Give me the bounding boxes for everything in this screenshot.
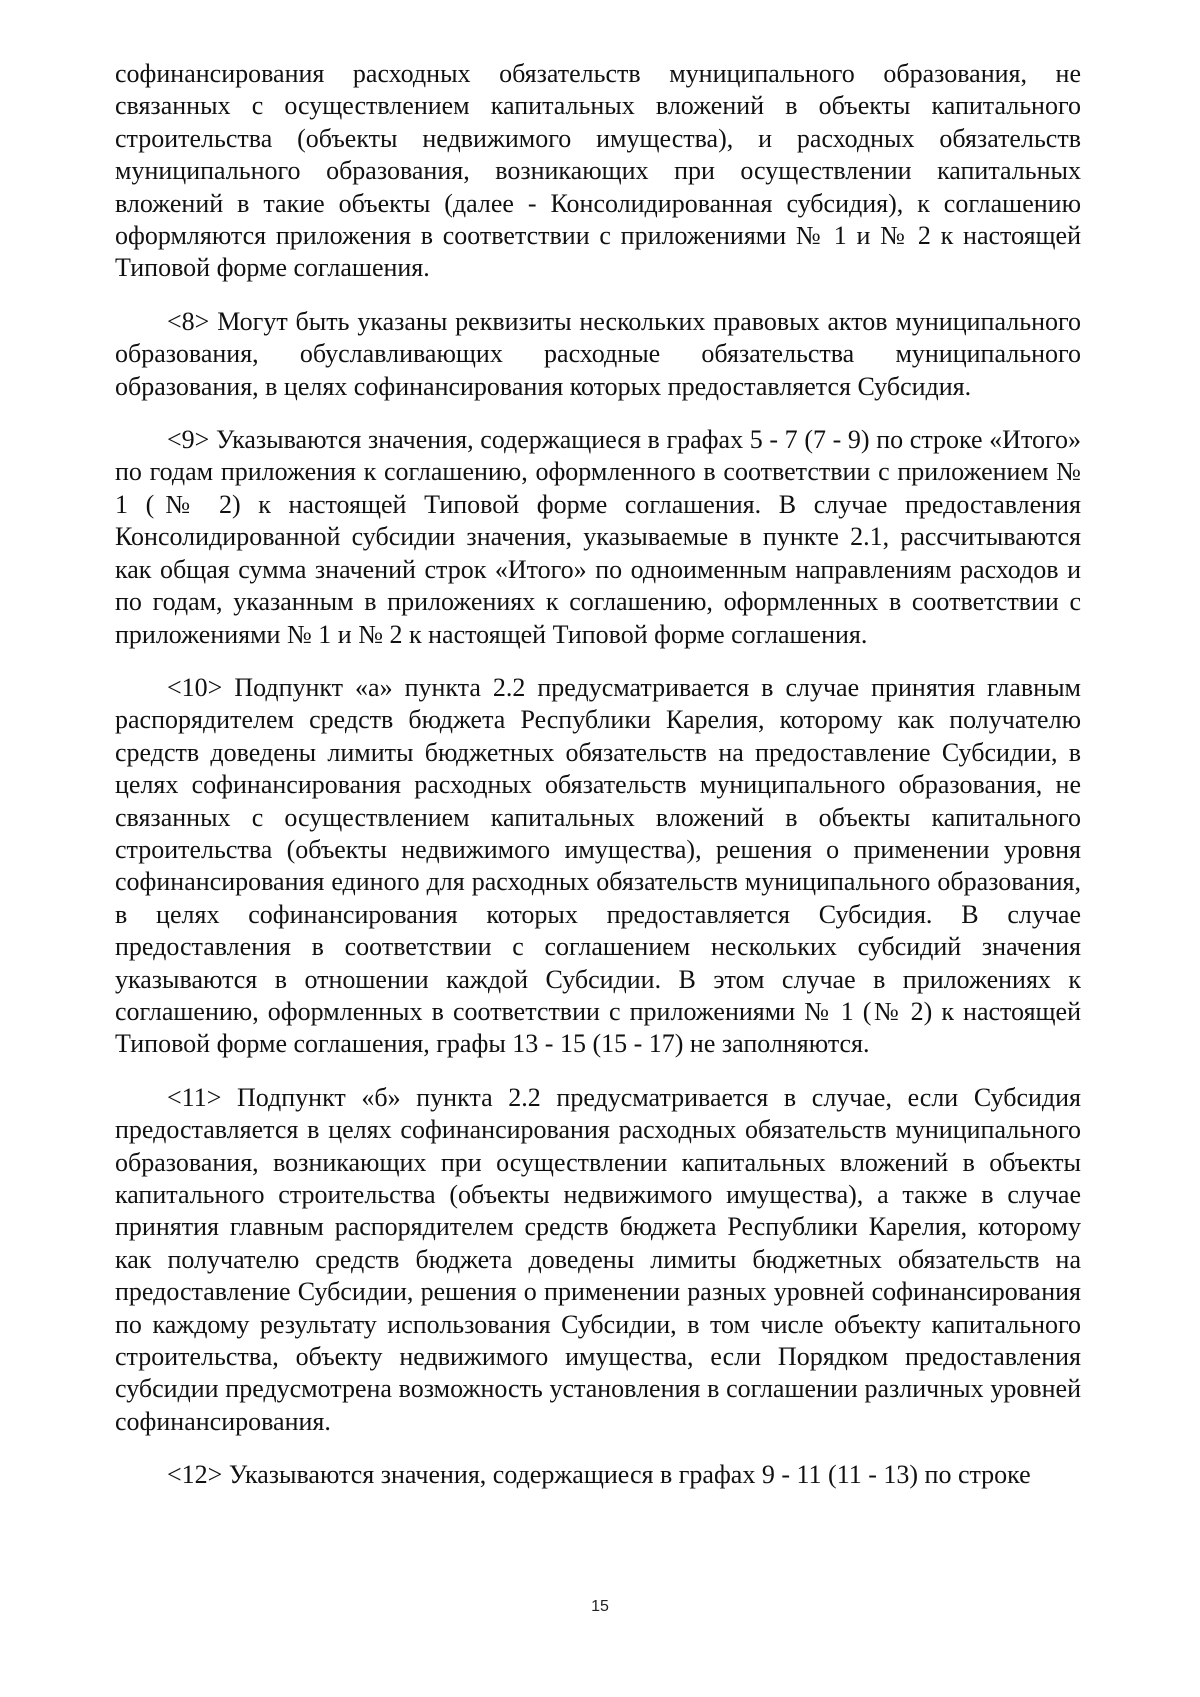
footnote-9: <9> Указываются значения, содержащиеся в графах 5 - 7 (7 - 9) по строке «Итого» по годам приложения к соглашению, оформленного в соответствии с приложением № 1 (№ 2) к настоящей Типовой форме соглашения. В случае предоставления Консолидированной субсидии значения, указываемые в пункте 2.1, рассчитываются как общая сумма значений строк «Итого» по одноименным направлениям расходов и по годам, указанным в приложениях к соглашению, оформленных в соответствии с приложениями № 1 и № 2 к настоящей Типовой форме соглашения. [115, 425, 1081, 649]
document-body [115, 58, 1081, 1492]
footnote-11: <11> Подпункт «б» пункта 2.2 предусматривается в случае, если Субсидия предоставляется в целях софинансирования расходных обязательств муниципального образования, возникающих при осуществлении капитальных вложений в объекты капитального строительства (объекты недвижимого имущества), а также в случае принятия главным распорядителем средств бюджета Республики Карелия, которому как получателю средств бюджета доведены лимиты бюджетных обязательств на предоставление Субсидии, решения о применении разных уровней софинансирования по каждому результату использования Субсидии, в том числе объекту капитального строительства, объекту недвижимого имущества, если Порядком предоставления субсидии предусмотрена возможность установления в соглашении различных уровней софинансирования. [115, 1082, 1081, 1436]
footnote-10: <10> Подпункт «а» пункта 2.2 предусматривается в случае принятия главным распорядителем средств бюджета Республики Карелия, которому как получателю средств доведены лимиты бюджетных обязательств на предоставление Субсидии, в целях софинансирования расходных обязательств муниципального образования, не связанных с осуществлением капитальных вложений в объекты капитального строительства (объекты недвижимого имущества), решения о применении уровня софинансирования единого для расходных обязательств муниципального образования, в целях софинансирования которых предоставляется Субсидия. В случае предоставления в соответствии с соглашением нескольких субсидий значения указываются в отношении каждой Субсидии. В этом случае в приложениях к соглашению, оформленных в соответствии с приложениями № 1 (№ 2) к настоящей Типовой форме соглашения, графы 13 - 15 (15 - 17) не заполняются. [115, 672, 1081, 1059]
paragraph-continuation: софинансирования расходных обязательств муниципального образования, не связанных с осуществлением капитальных вложений в объекты капитального строительства (объекты недвижимого имущества), и расходных обязательств муниципального образования, возникающих при осуществлении капитальных вложений в такие объекты (далее - Консолидированная субсидия), к соглашению оформляются приложения в соответствии с приложениями № 1 и № 2 к настоящей Типовой форме соглашения. [115, 59, 1081, 283]
footnote-12: <12> Указываются значения, содержащиеся в графах 9 - 11 (11 - 13) по строке [167, 1460, 1031, 1490]
footnote-8: <8> Могут быть указаны реквизиты нескольких правовых актов муниципального образования, обуславливающих расходные обязательства муниципального образования, в целях софинансирования которых предоставляется Субсидия. [115, 306, 1081, 401]
page-number: 15 [591, 1598, 609, 1615]
